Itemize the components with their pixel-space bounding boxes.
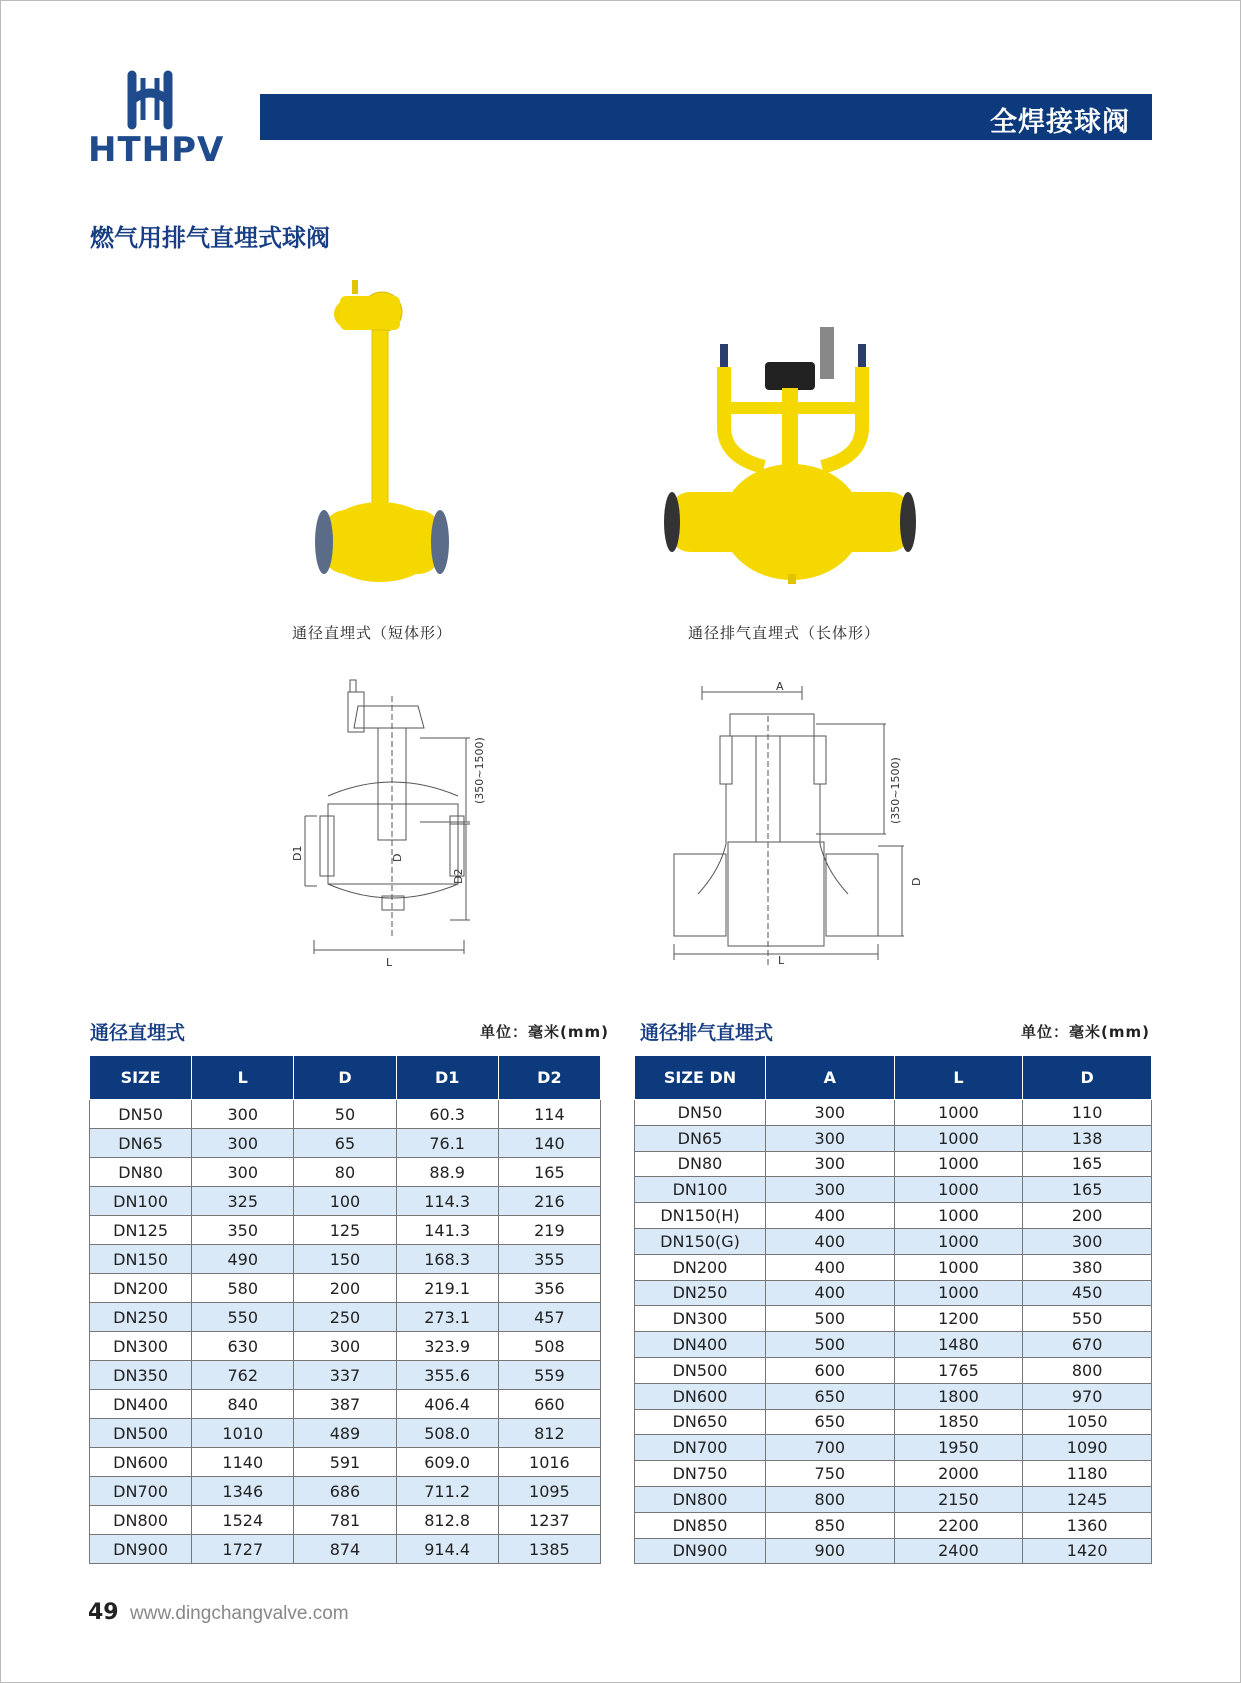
- table-cell: 65: [294, 1129, 396, 1158]
- col-header: D1: [396, 1056, 498, 1100]
- table-row: [635, 1100, 1152, 1126]
- table-cell: DN500: [635, 1357, 766, 1383]
- table-cell: 580: [192, 1274, 294, 1303]
- col-header: A: [766, 1056, 895, 1100]
- table-cell: 500: [766, 1306, 895, 1332]
- left-table-title: 通径直埋式: [90, 1022, 186, 1044]
- table-cell: 1245: [1023, 1486, 1152, 1512]
- table-cell: 1050: [1023, 1409, 1152, 1435]
- table-row: [635, 1461, 1152, 1487]
- website-link[interactable]: www.dingchangvalve.com: [130, 1603, 349, 1624]
- table-cell: DN300: [635, 1306, 766, 1332]
- table-cell: 1200: [894, 1306, 1023, 1332]
- table-cell: 1360: [1023, 1512, 1152, 1538]
- table-cell: DN900: [90, 1535, 192, 1564]
- table-row: [90, 1129, 601, 1158]
- table-cell: DN300: [90, 1332, 192, 1361]
- table-cell: 110: [1023, 1100, 1152, 1126]
- table-cell: 630: [192, 1332, 294, 1361]
- table-row: [90, 1477, 601, 1506]
- table-row: [635, 1203, 1152, 1229]
- col-header: L: [192, 1056, 294, 1100]
- table-cell: 165: [1023, 1151, 1152, 1177]
- table-cell: 165: [1023, 1177, 1152, 1203]
- table-cell: 1140: [192, 1448, 294, 1477]
- right-drawing-label-l: L: [778, 954, 785, 967]
- table-cell: 686: [294, 1477, 396, 1506]
- table-cell: DN80: [635, 1151, 766, 1177]
- table-row: [635, 1254, 1152, 1280]
- long-body-vent-valve-photo: [660, 322, 920, 590]
- table-cell: 2400: [894, 1538, 1023, 1564]
- table-cell: 508: [498, 1332, 600, 1361]
- table-cell: DN100: [635, 1177, 766, 1203]
- table-cell: DN125: [90, 1216, 192, 1245]
- table-cell: 609.0: [396, 1448, 498, 1477]
- table-cell: 1016: [498, 1448, 600, 1477]
- table-cell: 1524: [192, 1506, 294, 1535]
- right-drawing-label-a: A: [776, 680, 784, 693]
- left-drawing-label-d2: D2: [452, 868, 465, 884]
- table-cell: 350: [192, 1216, 294, 1245]
- table-cell: DN500: [90, 1419, 192, 1448]
- table-cell: 800: [1023, 1357, 1152, 1383]
- table-row: [90, 1187, 601, 1216]
- right-table-title: 通径排气直埋式: [640, 1022, 774, 1044]
- table-cell: 300: [766, 1177, 895, 1203]
- table-cell: 300: [766, 1100, 895, 1126]
- table-cell: 323.9: [396, 1332, 498, 1361]
- table-cell: 141.3: [396, 1216, 498, 1245]
- table-cell: 300: [294, 1332, 396, 1361]
- table-cell: 600: [766, 1357, 895, 1383]
- table-cell: 355: [498, 1245, 600, 1274]
- table-cell: 168.3: [396, 1245, 498, 1274]
- left-drawing-dim-height: (350~1500): [473, 737, 486, 804]
- table-cell: 300: [192, 1129, 294, 1158]
- table-cell: 1180: [1023, 1461, 1152, 1487]
- table-cell: 1765: [894, 1357, 1023, 1383]
- table-row: [90, 1158, 601, 1187]
- table-cell: 300: [192, 1158, 294, 1187]
- col-header: D: [294, 1056, 396, 1100]
- table-cell: 1000: [894, 1100, 1023, 1126]
- table-cell: 489: [294, 1419, 396, 1448]
- right-drawing-label-d: D: [910, 877, 923, 886]
- table-row: [90, 1100, 601, 1129]
- table-cell: 670: [1023, 1332, 1152, 1358]
- header-title: 全焊接球阀: [990, 107, 1130, 138]
- table-cell: 840: [192, 1390, 294, 1419]
- table-cell: 300: [192, 1100, 294, 1129]
- table-cell: 273.1: [396, 1303, 498, 1332]
- page-number: 49: [88, 1600, 119, 1625]
- table-cell: 216: [498, 1187, 600, 1216]
- table-cell: 219.1: [396, 1274, 498, 1303]
- table-cell: 1420: [1023, 1538, 1152, 1564]
- table-cell: 1480: [894, 1332, 1023, 1358]
- table-cell: DN80: [90, 1158, 192, 1187]
- table-cell: 380: [1023, 1254, 1152, 1280]
- table-cell: 711.2: [396, 1477, 498, 1506]
- table-cell: 1850: [894, 1409, 1023, 1435]
- table-cell: 150: [294, 1245, 396, 1274]
- left-table-unit: 单位：毫米(mm): [480, 1023, 609, 1041]
- table-cell: DN250: [90, 1303, 192, 1332]
- left-drawing-label-l: L: [386, 956, 393, 968]
- table-cell: 1000: [894, 1203, 1023, 1229]
- table-cell: 80: [294, 1158, 396, 1187]
- table-row: [635, 1538, 1152, 1564]
- table-row: [90, 1274, 601, 1303]
- table-cell: 650: [766, 1409, 895, 1435]
- table-row: [90, 1332, 601, 1361]
- table-cell: DN700: [635, 1435, 766, 1461]
- table-cell: 874: [294, 1535, 396, 1564]
- table-cell: 914.4: [396, 1535, 498, 1564]
- table-row: [90, 1216, 601, 1245]
- table-row: [635, 1486, 1152, 1512]
- table-cell: 1237: [498, 1506, 600, 1535]
- table-cell: 660: [498, 1390, 600, 1419]
- table-cell: DN800: [635, 1486, 766, 1512]
- table-cell: 762: [192, 1361, 294, 1390]
- table-cell: 812: [498, 1419, 600, 1448]
- table-cell: 140: [498, 1129, 600, 1158]
- table-row: [635, 1228, 1152, 1254]
- table-cell: 550: [1023, 1306, 1152, 1332]
- table-cell: DN50: [90, 1100, 192, 1129]
- table-cell: 165: [498, 1158, 600, 1187]
- table-cell: 457: [498, 1303, 600, 1332]
- table-cell: 250: [294, 1303, 396, 1332]
- table-cell: DN600: [90, 1448, 192, 1477]
- table-cell: 400: [766, 1228, 895, 1254]
- col-header: D: [1023, 1056, 1152, 1100]
- table-row: [635, 1151, 1152, 1177]
- table-cell: DN400: [90, 1390, 192, 1419]
- table-cell: 406.4: [396, 1390, 498, 1419]
- table-cell: DN250: [635, 1280, 766, 1306]
- table-cell: 60.3: [396, 1100, 498, 1129]
- col-header: SIZE: [90, 1056, 192, 1100]
- table-row: [635, 1306, 1152, 1332]
- short-body-technical-drawing: [290, 676, 510, 968]
- table-cell: DN700: [90, 1477, 192, 1506]
- table-row: [90, 1535, 601, 1564]
- table-row: [90, 1245, 601, 1274]
- left-drawing-label-d1: D1: [291, 845, 304, 861]
- table-cell: DN400: [635, 1332, 766, 1358]
- table-cell: 781: [294, 1506, 396, 1535]
- table-row: [90, 1303, 601, 1332]
- short-body-valve-photo: [300, 272, 470, 607]
- table-cell: 450: [1023, 1280, 1152, 1306]
- table-cell: 88.9: [396, 1158, 498, 1187]
- table-cell: DN750: [635, 1461, 766, 1487]
- table-cell: 356: [498, 1274, 600, 1303]
- table-cell: 114.3: [396, 1187, 498, 1216]
- table-cell: DN600: [635, 1383, 766, 1409]
- col-header: D2: [498, 1056, 600, 1100]
- table-cell: 200: [294, 1274, 396, 1303]
- table-cell: DN100: [90, 1187, 192, 1216]
- table-cell: DN200: [90, 1274, 192, 1303]
- table-cell: DN800: [90, 1506, 192, 1535]
- table-cell: 970: [1023, 1383, 1152, 1409]
- table-cell: 1727: [192, 1535, 294, 1564]
- table-cell: 200: [1023, 1203, 1152, 1229]
- table-cell: 800: [766, 1486, 895, 1512]
- table-cell: 1800: [894, 1383, 1023, 1409]
- table-cell: DN200: [635, 1254, 766, 1280]
- table-cell: 138: [1023, 1125, 1152, 1151]
- table-cell: DN50: [635, 1100, 766, 1126]
- table-cell: DN850: [635, 1512, 766, 1538]
- table-row: [635, 1332, 1152, 1358]
- table-cell: 325: [192, 1187, 294, 1216]
- table-row: [90, 1448, 601, 1477]
- table-cell: DN900: [635, 1538, 766, 1564]
- table-cell: 900: [766, 1538, 895, 1564]
- left-drawing-label-d: D: [391, 853, 404, 862]
- table-cell: 1000: [894, 1254, 1023, 1280]
- table-cell: 355.6: [396, 1361, 498, 1390]
- table-cell: 300: [766, 1151, 895, 1177]
- table-cell: 850: [766, 1512, 895, 1538]
- table-cell: 337: [294, 1361, 396, 1390]
- table-row: [635, 1435, 1152, 1461]
- col-header: L: [894, 1056, 1023, 1100]
- table-cell: DN150(H): [635, 1203, 766, 1229]
- table-cell: 1000: [894, 1280, 1023, 1306]
- table-cell: 1346: [192, 1477, 294, 1506]
- table-cell: 400: [766, 1254, 895, 1280]
- table-cell: 400: [766, 1203, 895, 1229]
- table-row: [635, 1280, 1152, 1306]
- table-cell: 750: [766, 1461, 895, 1487]
- table-cell: DN150(G): [635, 1228, 766, 1254]
- table-cell: 650: [766, 1383, 895, 1409]
- table-cell: 1000: [894, 1125, 1023, 1151]
- logo-text: HTHPV: [88, 130, 225, 170]
- table-cell: 219: [498, 1216, 600, 1245]
- table-cell: 2150: [894, 1486, 1023, 1512]
- table-cell: DN350: [90, 1361, 192, 1390]
- table-cell: 2200: [894, 1512, 1023, 1538]
- table-cell: DN65: [90, 1129, 192, 1158]
- table-cell: 50: [294, 1100, 396, 1129]
- table-row: [90, 1390, 601, 1419]
- table-row: [635, 1177, 1152, 1203]
- left-dimension-table: [89, 1055, 601, 1564]
- table-cell: 500: [766, 1332, 895, 1358]
- table-cell: 1000: [894, 1228, 1023, 1254]
- table-row: [90, 1361, 601, 1390]
- table-row: [635, 1357, 1152, 1383]
- right-dimension-table: [634, 1055, 1152, 1564]
- table-cell: DN150: [90, 1245, 192, 1274]
- table-cell: 1950: [894, 1435, 1023, 1461]
- table-cell: 1000: [894, 1151, 1023, 1177]
- table-row: [635, 1409, 1152, 1435]
- table-cell: 700: [766, 1435, 895, 1461]
- col-header: SIZE DN: [635, 1056, 766, 1100]
- table-cell: 1010: [192, 1419, 294, 1448]
- table-cell: 400: [766, 1280, 895, 1306]
- table-cell: 300: [766, 1125, 895, 1151]
- table-cell: DN650: [635, 1409, 766, 1435]
- table-cell: 76.1: [396, 1129, 498, 1158]
- header-title-bar: [260, 94, 1152, 140]
- table-cell: 300: [1023, 1228, 1152, 1254]
- table-cell: 1000: [894, 1177, 1023, 1203]
- table-cell: 1090: [1023, 1435, 1152, 1461]
- right-drawing-dim-height: (350~1500): [889, 757, 902, 824]
- table-cell: 550: [192, 1303, 294, 1332]
- table-row: [90, 1506, 601, 1535]
- table-cell: 100: [294, 1187, 396, 1216]
- section-title: 燃气用排气直埋式球阀: [90, 224, 330, 252]
- table-cell: 2000: [894, 1461, 1023, 1487]
- table-row: [635, 1512, 1152, 1538]
- right-table-unit: 单位：毫米(mm): [1021, 1023, 1150, 1041]
- table-cell: 1095: [498, 1477, 600, 1506]
- table-cell: 508.0: [396, 1419, 498, 1448]
- table-cell: 125: [294, 1216, 396, 1245]
- right-photo-caption: 通径排气直埋式（长体形）: [688, 624, 881, 642]
- table-row: [635, 1383, 1152, 1409]
- table-cell: DN65: [635, 1125, 766, 1151]
- table-cell: 812.8: [396, 1506, 498, 1535]
- table-row: [90, 1419, 601, 1448]
- table-cell: 114: [498, 1100, 600, 1129]
- long-body-technical-drawing: [666, 676, 932, 968]
- table-cell: 591: [294, 1448, 396, 1477]
- table-row: [635, 1125, 1152, 1151]
- table-cell: 559: [498, 1361, 600, 1390]
- table-cell: 387: [294, 1390, 396, 1419]
- table-cell: 490: [192, 1245, 294, 1274]
- left-photo-caption: 通径直埋式（短体形）: [292, 624, 453, 642]
- table-cell: 1385: [498, 1535, 600, 1564]
